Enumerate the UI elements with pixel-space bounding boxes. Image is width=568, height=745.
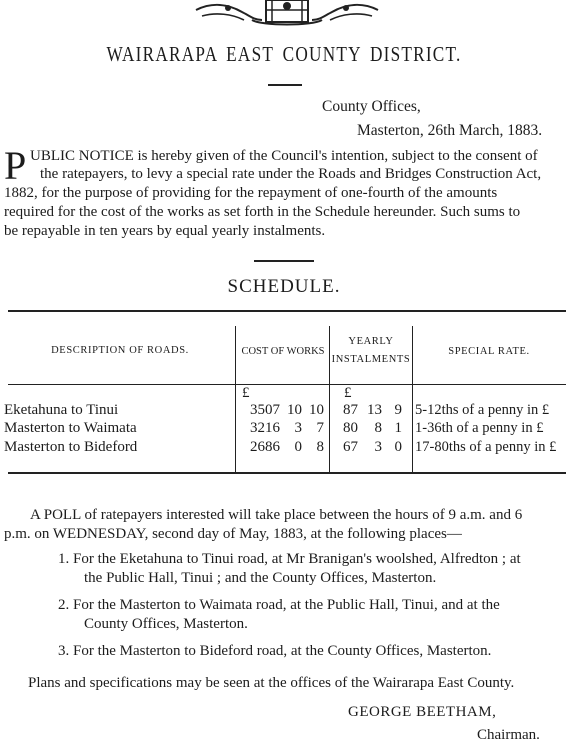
road-name: Eketahuna to Tinui <box>4 402 119 418</box>
office-line-1: County Offices, <box>322 98 421 115</box>
notice-line: UBLIC NOTICE is hereby given of the Council's intention, subject to the consent of <box>30 148 538 164</box>
yearly-currency: £ <box>344 385 352 401</box>
place-item-cont: County Offices, Masterton. <box>84 616 248 632</box>
place-item: 2. For the Masterton to Waimata road, at the Public Hall, Tinui, and at the <box>58 597 500 613</box>
cost-pence: 7 <box>316 420 324 436</box>
cost-pounds: 3216 <box>250 420 280 436</box>
coat-of-arms-crest <box>192 0 382 26</box>
yearly-shillings: 3 <box>374 439 382 455</box>
table-bottom-rule <box>8 472 566 474</box>
cost-shillings: 10 <box>287 402 302 418</box>
cost-pounds: 3507 <box>250 402 280 418</box>
signature-name: GEORGE BEETHAM, <box>348 704 497 720</box>
yearly-shillings: 8 <box>374 420 382 436</box>
cost-shillings: 0 <box>294 439 302 455</box>
special-rate: 17-80ths of a penny in £ <box>415 439 557 455</box>
yearly-pence: 9 <box>394 402 402 418</box>
office-line-2: Masterton, 26th March, 1883. <box>357 122 543 139</box>
table-header-rule <box>8 384 566 385</box>
cost-pence: 10 <box>309 402 324 418</box>
table-top-rule <box>8 310 566 312</box>
title-rule <box>268 84 302 86</box>
notice-line: the ratepayers, to levy a special rate under the Roads and Bridges Construction Act, <box>40 166 542 182</box>
yearly-pounds: 87 <box>343 402 358 418</box>
notice-title: WAIRARAPA EAST COUNTY DISTRICT. <box>106 42 462 66</box>
signature-title: Chairman. <box>477 727 540 743</box>
special-rate: 5-12ths of a penny in £ <box>415 402 550 418</box>
special-rate: 1-36th of a penny in £ <box>415 420 544 436</box>
yearly-pence: 1 <box>394 420 402 436</box>
yearly-pounds: 67 <box>343 439 358 455</box>
yearly-shillings: 13 <box>367 402 382 418</box>
yearly-pence: 0 <box>394 439 402 455</box>
notice-dropcap: P <box>4 143 27 188</box>
header-yearly: INSTALMENTS <box>331 354 411 365</box>
notice-line: 1882, for the purpose of providing for the repayment of one-fourth of the amounts <box>4 185 498 201</box>
cost-shillings: 3 <box>294 420 302 436</box>
place-item: 3. For the Masterton to Bideford road, at the County Offices, Masterton. <box>58 643 492 659</box>
cost-pence: 8 <box>316 439 324 455</box>
place-item: 1. For the Eketahuna to Tinui road, at Mr Branigan's woolshed, Alfredton ; at <box>58 551 521 567</box>
header-rate: SPECIAL RATE. <box>448 346 530 357</box>
road-name: Masterton to Bideford <box>4 439 138 455</box>
header-description: DESCRIPTION OF ROADS. <box>51 345 189 356</box>
cost-currency: £ <box>242 385 250 401</box>
road-name: Masterton to Waimata <box>4 420 137 436</box>
schedule-heading: SCHEDULE. <box>227 276 341 297</box>
cost-pounds: 2686 <box>250 439 280 455</box>
poll-line-2: p.m. on WEDNESDAY, second day of May, 1883, at the following places— <box>4 526 462 542</box>
notice-line: required for the cost of the works as set forth in the Schedule hereunder. Such sums to <box>4 204 521 220</box>
place-item-cont: the Public Hall, Tinui ; and the County Offices, Masterton. <box>84 570 437 586</box>
header-yearly: YEARLY <box>348 336 394 347</box>
schedule-rule <box>254 260 314 262</box>
yearly-pounds: 80 <box>343 420 358 436</box>
header-cost: COST OF WORKS <box>241 346 325 357</box>
plans-line: Plans and specifications may be seen at the offices of the Wairarapa East County. <box>28 675 515 691</box>
poll-line-1: A POLL of ratepayers interested will take place between the hours of 9 a.m. and 6 <box>30 507 523 523</box>
notice-line: be repayable in ten years by equal yearly instalments. <box>4 223 326 239</box>
